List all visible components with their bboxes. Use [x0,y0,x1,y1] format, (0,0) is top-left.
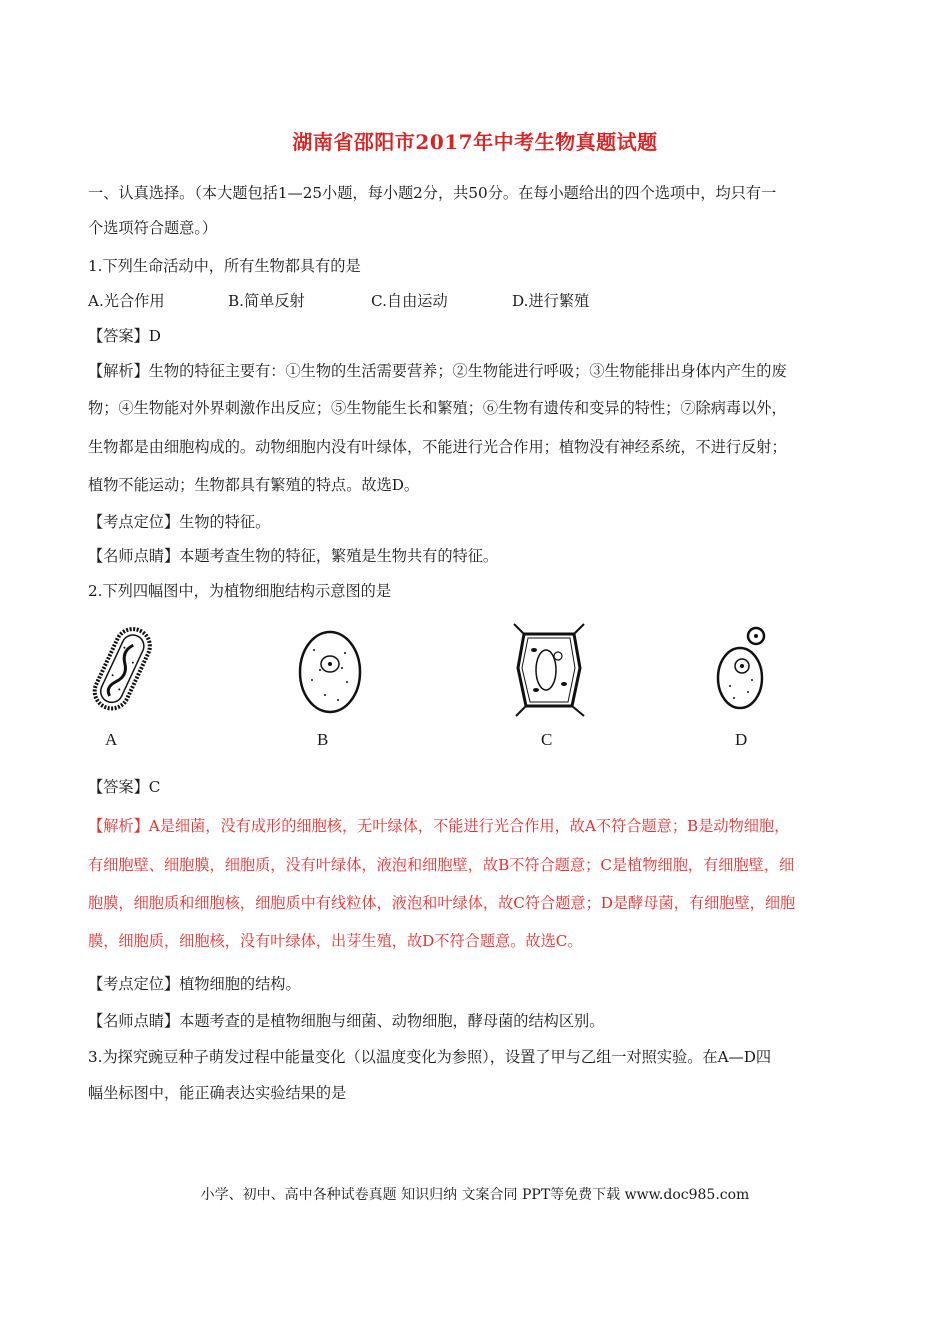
q1-mingshi: 【名师点睛】本题考查生物的特征，繁殖是生物共有的特征。 [88,547,499,565]
q1-option-d: D.进行繁殖 [512,292,590,310]
q3-stem-line1: 3.为探究豌豆种子萌发过程中能量变化（以温度变化为参照），设置了甲与乙组一对照实验。在A—D四 [88,1048,772,1066]
figure-label-d: D [735,730,748,749]
plant-cell-icon [510,620,590,720]
q3-stem-line2: 幅坐标图中，能正确表达实验结果的是 [88,1084,347,1102]
cell-figure-b [290,620,370,720]
q2-analysis-line2: 有细胞壁、细胞膜，细胞质，没有叶绿体，液泡和细胞壁，故B不符合题意；C是植物细胞，有细胞壁，细 [88,856,795,874]
q2-stem: 2.下列四幅图中，为植物细胞结构示意图的是 [88,582,392,600]
cell-figures [85,620,885,760]
cell-figure-c [510,620,590,720]
yeast-cell-icon [710,620,790,720]
q2-mingshi: 【名师点睛】本题考查的是植物细胞与细菌、动物细胞，酵母菌的结构区别。 [88,1012,605,1030]
q1-option-a: A.光合作用 [88,292,165,310]
bacterium-icon [85,620,165,720]
q1-analysis-line4: 植物不能运动；生物都具有繁殖的特点。故选D。 [88,476,420,494]
q1-option-c: C.自由运动 [371,292,448,310]
section-instructions-line1: 一、认真选择。（本大题包括1—25小题，每小题2分，共50分。在每小题给出的四个选项中，均只有一 [88,184,777,202]
cell-figure-a [85,620,165,720]
q2-analysis-line4: 膜，细胞质，细胞核，没有叶绿体，出芽生殖，故D不符合题意。故选C。 [88,932,583,950]
figure-label-a: A [105,730,118,749]
animal-cell-icon [290,620,370,720]
cell-figure-d [710,620,790,720]
page-footer: 小学、初中、高中各种试卷真题 知识归纳 文案合同 PPT等免费下载 www.doc985.com [200,1187,750,1203]
q1-answer: 【答案】D [88,327,161,345]
q2-analysis-line3: 胞膜，细胞质和细胞核，细胞质中有线粒体，液泡和叶绿体，故C符合题意；D是酵母菌，有细胞壁，细胞 [88,894,796,912]
figure-label-b: B [317,730,329,749]
q2-answer: 【答案】C [88,778,161,796]
q1-option-b: B.简单反射 [228,292,305,310]
q1-analysis-line3: 生物都是由细胞构成的。动物细胞内没有叶绿体，不能进行光合作用；植物没有神经系统，不进行反射； [88,438,787,456]
q1-kaodian: 【考点定位】生物的特征。 [88,513,271,531]
q2-analysis-line1: 【解析】A是细菌，没有成形的细胞核，无叶绿体，不能进行光合作用，故A不符合题意；B是动物细胞， [88,817,790,835]
q1-analysis-line1: 【解析】生物的特征主要有：①生物的生活需要营养；②生物能进行呼吸；③生物能排出身体内产生的废 [88,362,787,380]
q1-stem: 1.下列生命活动中，所有生物都具有的是 [88,257,361,275]
q2-kaodian: 【考点定位】植物细胞的结构。 [88,975,301,993]
q1-analysis-line2: 物；④生物能对外界刺激作出反应；⑤生物能生长和繁殖；⑥生物有遗传和变异的特性；⑦除病毒以外， [88,399,787,417]
figure-label-c: C [541,730,553,749]
section-instructions-line2: 个选项符合题意。） [88,219,218,237]
page-title: 湖南省邵阳市2017年中考生物真题试题 [292,130,658,154]
